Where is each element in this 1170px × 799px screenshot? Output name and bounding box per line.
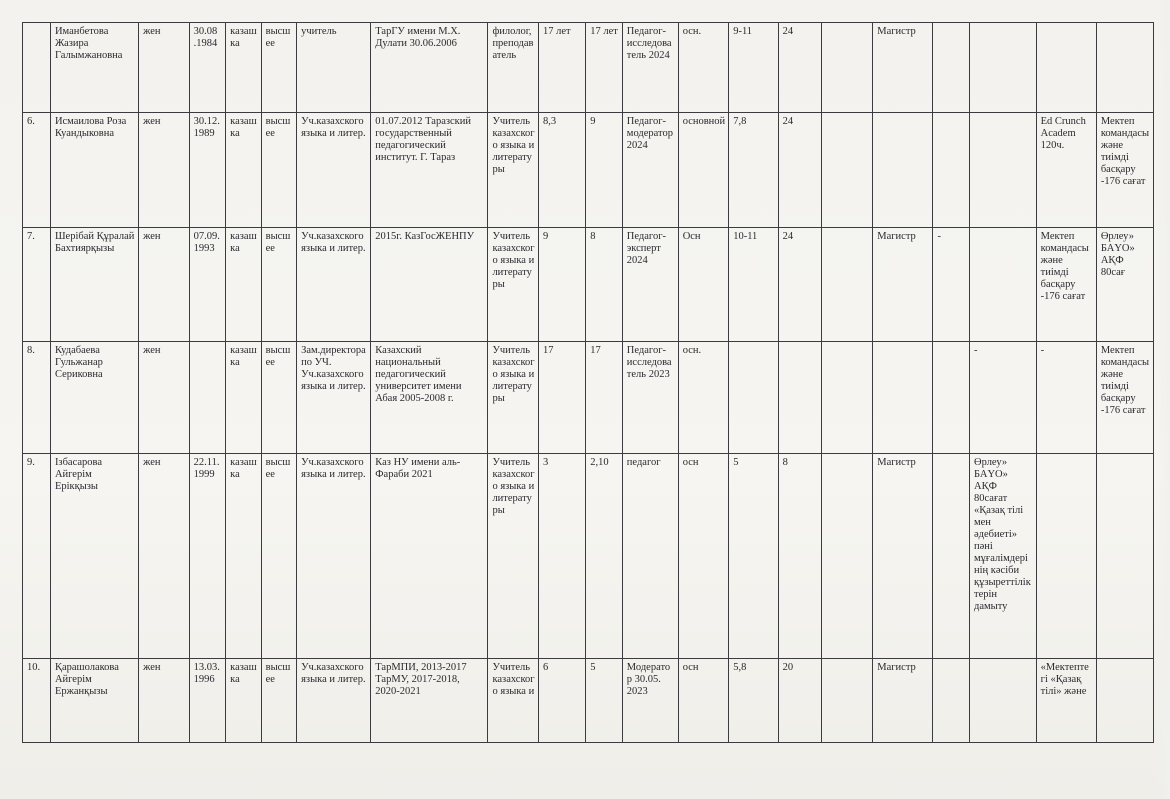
teacher-name: Кудабаева Гульжанар Сериковна <box>50 342 138 454</box>
hours-cell: 20 <box>778 659 821 743</box>
gender-cell: жен <box>139 659 190 743</box>
position-cell: Зам.директора по УЧ. Уч.казахского языка и литер. <box>297 342 371 454</box>
empty-cell <box>821 659 873 743</box>
hours-cell: 24 <box>778 23 821 113</box>
load-type-cell: осн <box>678 454 729 659</box>
institution-cell: ТарМПИ, 2013-2017 ТарМУ, 2017-2018, 2020-2021 <box>371 659 488 743</box>
nationality-cell: казашка <box>226 228 261 342</box>
extra-cell-18: - <box>933 228 970 342</box>
grades-cell: 10-11 <box>729 228 778 342</box>
course-cell-21 <box>1096 659 1153 743</box>
education-level-cell: высшее <box>261 23 296 113</box>
total-experience-cell: 8,3 <box>538 113 585 228</box>
empty-cell <box>821 23 873 113</box>
gender-cell: жен <box>139 228 190 342</box>
birth-date-cell: 22.11. 1999 <box>189 454 226 659</box>
academic-degree-cell <box>873 113 933 228</box>
table-row <box>23 23 1154 113</box>
course-cell-19: Өрлеу» БАҮО» АҚФ 80сағат «Қазақ тілі мен әдебиеті» пәні мұғалімдерінің кәсіби құзыреттіліктерін дамыту <box>970 454 1037 659</box>
specialty-cell: филолог, преподаватель <box>488 23 539 113</box>
course-cell-19 <box>970 659 1037 743</box>
total-experience-cell: 17 лет <box>538 23 585 113</box>
table-row <box>23 228 1154 342</box>
course-cell-21: Мектеп командасы және тиімді басқару -176 сағат <box>1096 113 1153 228</box>
education-level-cell: высшее <box>261 659 296 743</box>
course-cell-20 <box>1036 23 1096 113</box>
grades-cell: 9-11 <box>729 23 778 113</box>
row-number <box>23 23 51 113</box>
hours-cell <box>778 342 821 454</box>
academic-degree-cell: Магистр <box>873 228 933 342</box>
row-number: 9. <box>23 454 51 659</box>
specialty-cell: Учитель казахского языка и литературы <box>488 228 539 342</box>
teacher-name: Исмаилова Роза Куандыковна <box>50 113 138 228</box>
category-cell: Педагог-модератор 2024 <box>622 113 678 228</box>
empty-cell <box>821 454 873 659</box>
table-row <box>23 342 1154 454</box>
academic-degree-cell: Магистр <box>873 659 933 743</box>
hours-cell: 8 <box>778 454 821 659</box>
course-cell-20 <box>1036 454 1096 659</box>
load-type-cell: осн. <box>678 342 729 454</box>
education-level-cell: высшее <box>261 228 296 342</box>
course-cell-21 <box>1096 454 1153 659</box>
nationality-cell: казашка <box>226 113 261 228</box>
nationality-cell: казашка <box>226 659 261 743</box>
course-cell-20: - <box>1036 342 1096 454</box>
pedagogical-experience-cell: 17 <box>586 342 623 454</box>
teacher-staff-table <box>22 22 1154 743</box>
grades-cell: 5,8 <box>729 659 778 743</box>
extra-cell-18 <box>933 113 970 228</box>
pedagogical-experience-cell: 9 <box>586 113 623 228</box>
institution-cell: Каз НУ имени аль-Фараби 2021 <box>371 454 488 659</box>
extra-cell-18 <box>933 454 970 659</box>
birth-date-cell: 07.09. 1993 <box>189 228 226 342</box>
position-cell: Уч.казахского языка и литер. <box>297 454 371 659</box>
position-cell: Уч.казахского языка и литер. <box>297 659 371 743</box>
extra-cell-18 <box>933 659 970 743</box>
specialty-cell: Учитель казахского языка и литературы <box>488 342 539 454</box>
nationality-cell: казашка <box>226 454 261 659</box>
course-cell-20: «Мектептегі «Қазақ тілі» және <box>1036 659 1096 743</box>
nationality-cell: казашка <box>226 23 261 113</box>
specialty-cell: Учитель казахского языка и литературы <box>488 454 539 659</box>
empty-cell <box>821 113 873 228</box>
pedagogical-experience-cell: 5 <box>586 659 623 743</box>
position-cell: Уч.казахского языка и литер. <box>297 113 371 228</box>
education-level-cell: высшее <box>261 342 296 454</box>
total-experience-cell: 17 <box>538 342 585 454</box>
education-level-cell: высшее <box>261 113 296 228</box>
course-cell-21: Өрлеу» БАҮО» АҚФ 80сағ <box>1096 228 1153 342</box>
institution-cell: Казахский национальный педагогический университет имени Абая 2005-2008 г. <box>371 342 488 454</box>
gender-cell: жен <box>139 342 190 454</box>
teacher-name: Ізбасарова Айгерім Ерікқызы <box>50 454 138 659</box>
course-cell-19 <box>970 113 1037 228</box>
extra-cell-18 <box>933 342 970 454</box>
load-type-cell: осн <box>678 659 729 743</box>
category-cell: Педагог-исследователь 2023 <box>622 342 678 454</box>
course-cell-20: Ed Crunch Academ 120ч. <box>1036 113 1096 228</box>
table-row <box>23 454 1154 659</box>
course-cell-19 <box>970 23 1037 113</box>
teacher-name: Шерібай Құралай Бахтиярқызы <box>50 228 138 342</box>
education-level-cell: высшее <box>261 454 296 659</box>
total-experience-cell: 3 <box>538 454 585 659</box>
load-type-cell: осн. <box>678 23 729 113</box>
total-experience-cell: 9 <box>538 228 585 342</box>
table-row <box>23 659 1154 743</box>
grades-cell <box>729 342 778 454</box>
course-cell-21 <box>1096 23 1153 113</box>
grades-cell: 5 <box>729 454 778 659</box>
birth-date-cell <box>189 342 226 454</box>
category-cell: Педагог-эксперт 2024 <box>622 228 678 342</box>
empty-cell <box>821 342 873 454</box>
pedagogical-experience-cell: 8 <box>586 228 623 342</box>
table-row <box>23 113 1154 228</box>
specialty-cell: Учитель казахского языка и <box>488 659 539 743</box>
hours-cell: 24 <box>778 113 821 228</box>
course-cell-19: - <box>970 342 1037 454</box>
gender-cell: жен <box>139 113 190 228</box>
teacher-name: Иманбетова Жазира Галымжановна <box>50 23 138 113</box>
category-cell: Модератор 30.05. 2023 <box>622 659 678 743</box>
institution-cell: 2015г. КазГосЖЕНПУ <box>371 228 488 342</box>
academic-degree-cell: Магистр <box>873 23 933 113</box>
institution-cell: 01.07.2012 Таразский государственный педагогический институт. Г. Тараз <box>371 113 488 228</box>
row-number: 8. <box>23 342 51 454</box>
total-experience-cell: 6 <box>538 659 585 743</box>
position-cell: Уч.казахского языка и литер. <box>297 228 371 342</box>
grades-cell: 7,8 <box>729 113 778 228</box>
empty-cell <box>821 228 873 342</box>
row-number: 7. <box>23 228 51 342</box>
load-type-cell: основной <box>678 113 729 228</box>
category-cell: педагог <box>622 454 678 659</box>
birth-date-cell: 30.12. 1989 <box>189 113 226 228</box>
teacher-name: Қарашолакова Айгерім Ержанқызы <box>50 659 138 743</box>
course-cell-21: Мектеп командасы және тиімді басқару -176 сағат <box>1096 342 1153 454</box>
pedagogical-experience-cell: 2,10 <box>586 454 623 659</box>
page-edge-shadow <box>1156 0 1170 799</box>
row-number: 6. <box>23 113 51 228</box>
specialty-cell: Учитель казахского языка и литературы <box>488 113 539 228</box>
nationality-cell: казашка <box>226 342 261 454</box>
academic-degree-cell <box>873 342 933 454</box>
institution-cell: ТарГУ имени М.Х. Дулати 30.06.2006 <box>371 23 488 113</box>
row-number: 10. <box>23 659 51 743</box>
birth-date-cell: 30.08 .1984 <box>189 23 226 113</box>
course-cell-19 <box>970 228 1037 342</box>
category-cell: Педагог-исследователь 2024 <box>622 23 678 113</box>
gender-cell: жен <box>139 23 190 113</box>
position-cell: учитель <box>297 23 371 113</box>
pedagogical-experience-cell: 17 лет <box>586 23 623 113</box>
academic-degree-cell: Магистр <box>873 454 933 659</box>
load-type-cell: Осн <box>678 228 729 342</box>
hours-cell: 24 <box>778 228 821 342</box>
gender-cell: жен <box>139 454 190 659</box>
birth-date-cell: 13.03. 1996 <box>189 659 226 743</box>
course-cell-20: Мектеп командасы және тиімді басқару -176 сағат <box>1036 228 1096 342</box>
extra-cell-18 <box>933 23 970 113</box>
